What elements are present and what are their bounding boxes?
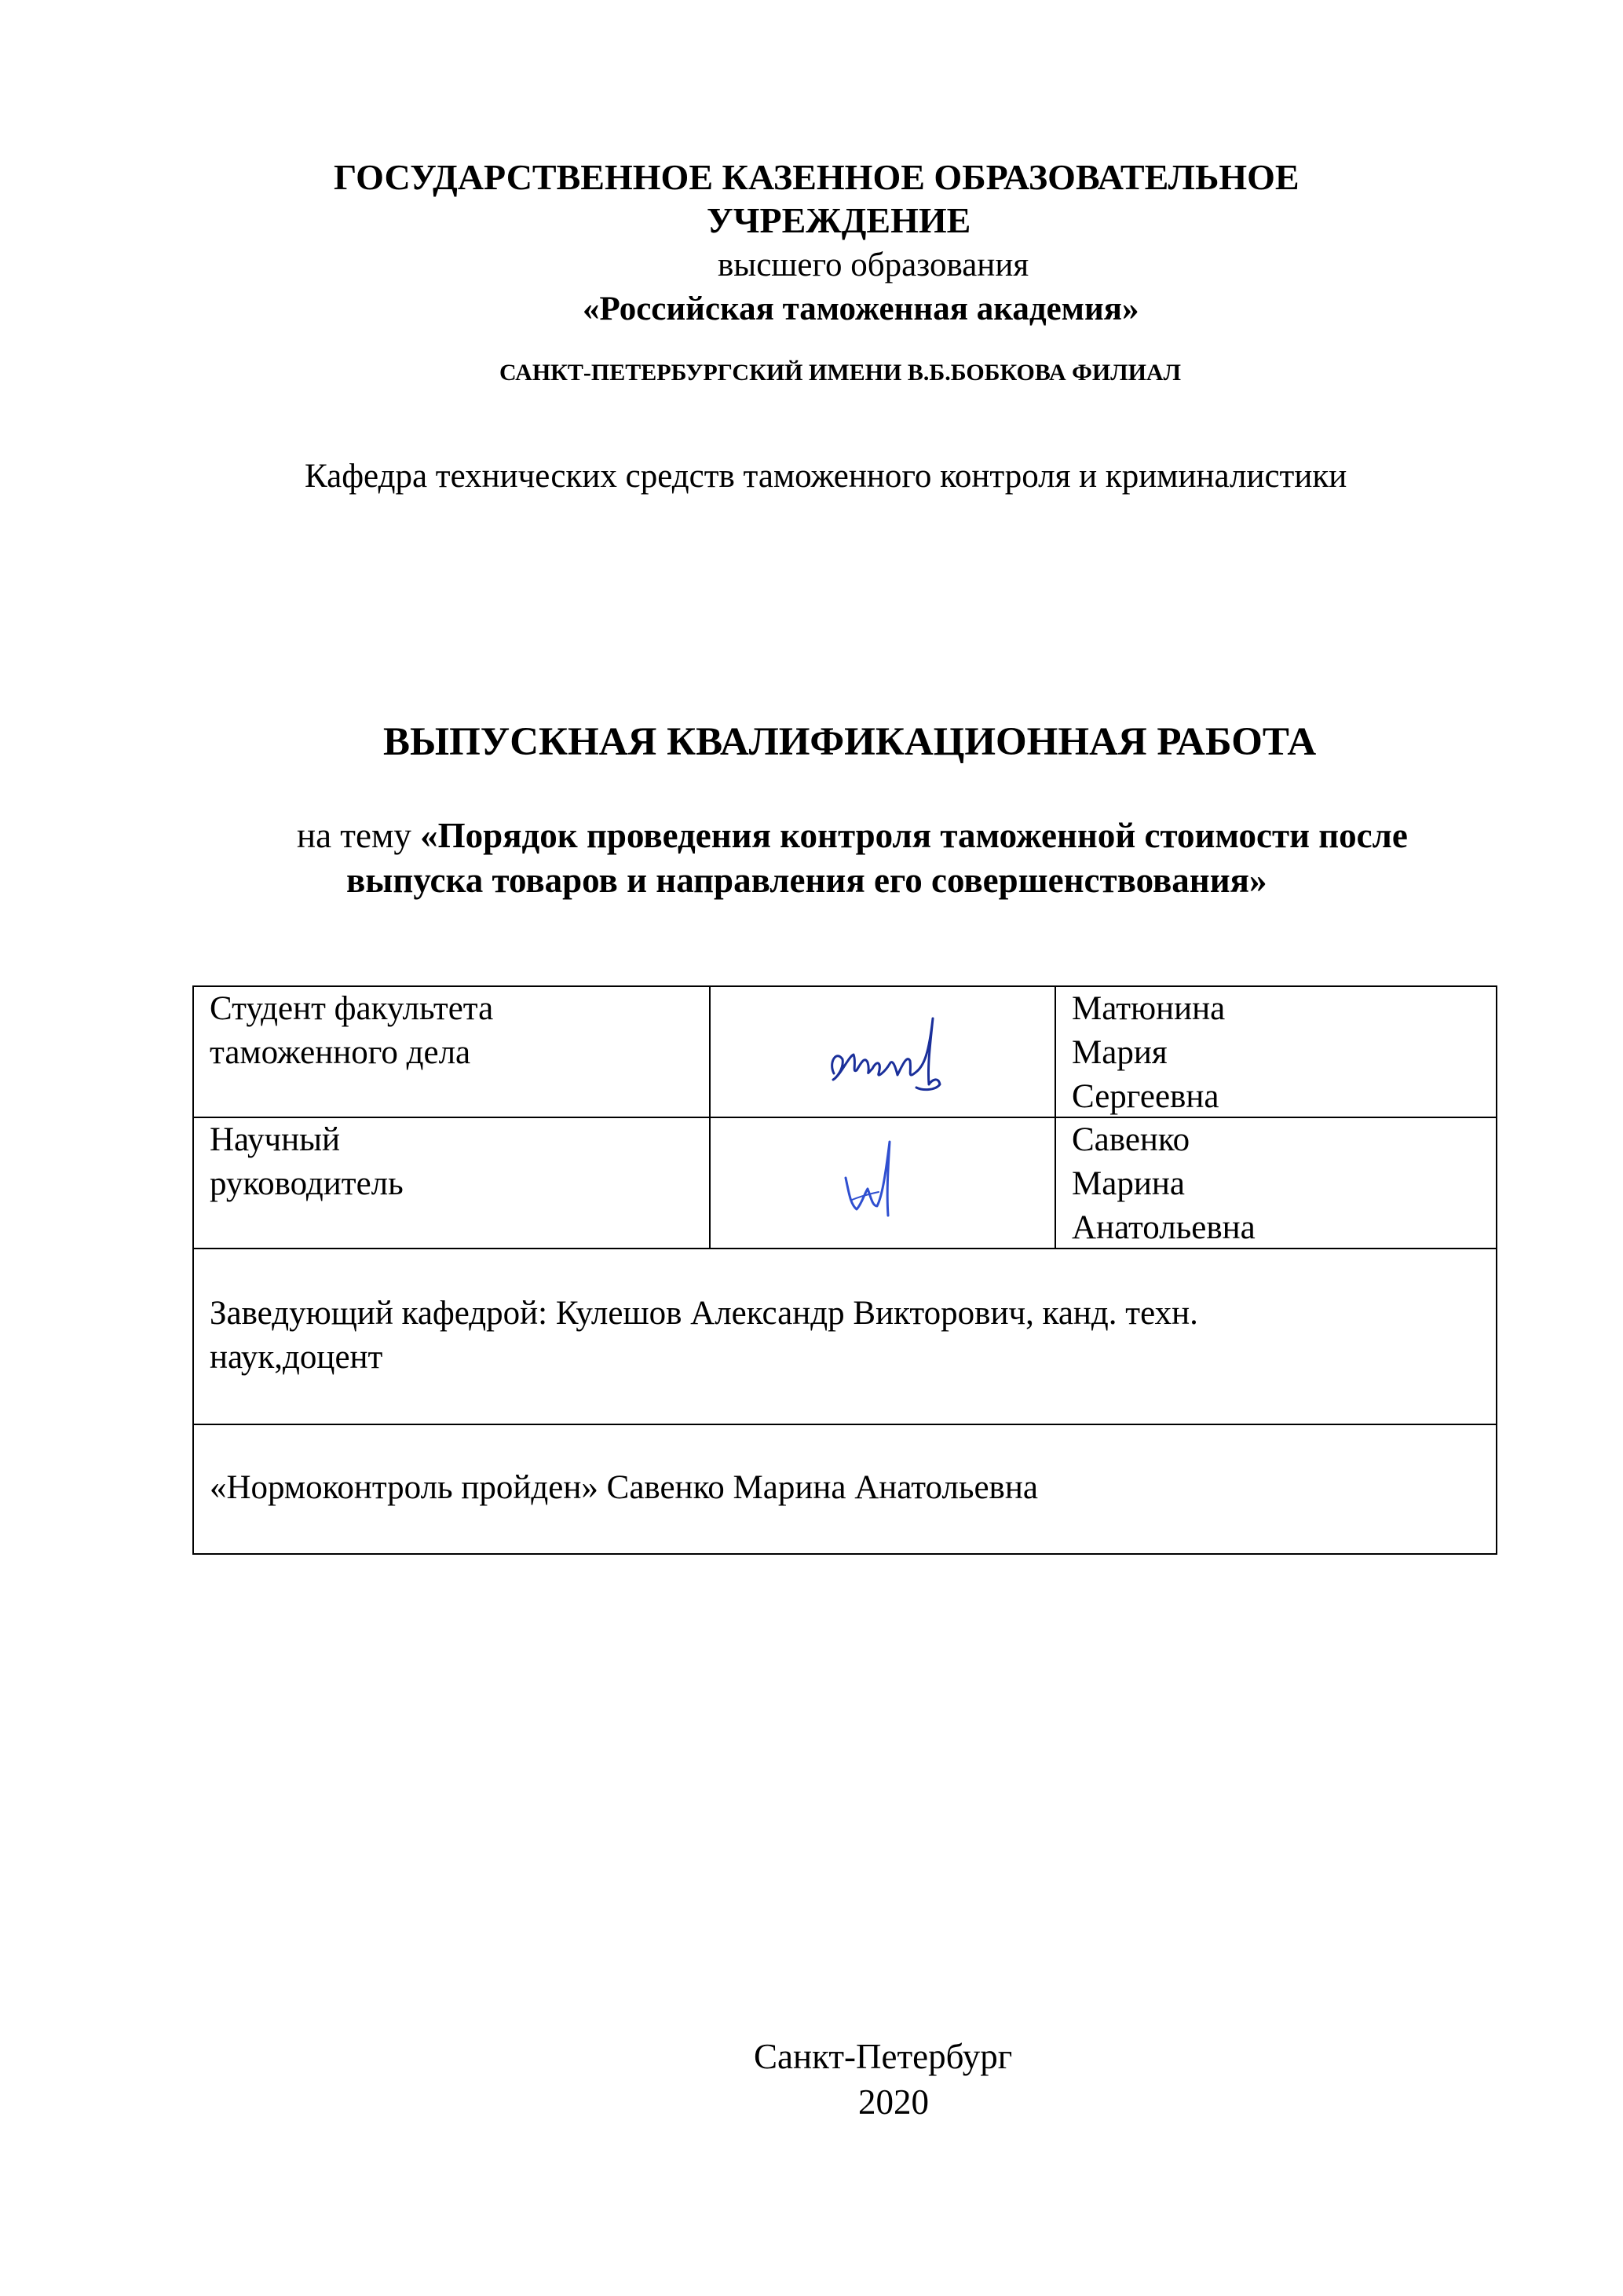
supervisor-signature bbox=[711, 1118, 1058, 1251]
student-role: Студент факультета таможенного дела bbox=[210, 990, 494, 1071]
institution-name: «Российская таможенная академия» bbox=[583, 291, 1139, 327]
institution-line-3: высшего образования bbox=[718, 247, 1029, 283]
topic-prefix: на тему bbox=[297, 816, 411, 855]
head-of-department-cell bbox=[192, 1248, 1497, 1425]
supervisor-name: Савенко Марина Анатольевна bbox=[1072, 1121, 1256, 1246]
topic-line-1 bbox=[297, 818, 1408, 854]
department-name: Кафедра технических средств таможенного контроля и криминалистики bbox=[305, 458, 1347, 495]
normocontrol: «Нормоконтроль пройден» Савенко Марина Анатольевна bbox=[210, 1469, 1038, 1506]
work-type-title: ВЫПУСКНАЯ КВАЛИФИКАЦИОННАЯ РАБОТА bbox=[383, 720, 1317, 764]
normocontrol-cell bbox=[192, 1424, 1497, 1555]
supervisor-name-cell bbox=[1055, 1117, 1497, 1249]
student-role-cell bbox=[192, 985, 711, 1118]
topic-title-part-1: «Порядок проведения контроля таможенной стоимости после bbox=[420, 816, 1408, 855]
supervisor-role: Научный руководитель bbox=[210, 1121, 404, 1202]
supervisor-role-cell bbox=[192, 1117, 711, 1249]
head-of-department: Заведующий кафедрой: Кулешов Александр Викторович, канд. техн. наук,доцент bbox=[210, 1295, 1198, 1376]
year: 2020 bbox=[858, 2082, 929, 2122]
topic-line-2: выпуска товаров и направления его совершенствования» bbox=[346, 861, 1267, 900]
student-signature bbox=[711, 987, 1058, 1120]
student-name: Матюнина Мария Сергеевна bbox=[1072, 990, 1226, 1115]
institution-line-1: ГОСУДАРСТВЕННОЕ КАЗЕННОЕ ОБРАЗОВАТЕЛЬНОЕ bbox=[334, 157, 1299, 197]
branch-name: САНКТ-ПЕТЕРБУРГСКИЙ ИМЕНИ В.Б.БОБКОВА ФИЛИАЛ bbox=[499, 360, 1181, 386]
student-name-cell bbox=[1055, 985, 1497, 1118]
signature-table bbox=[192, 985, 1497, 1553]
supervisor-signature-cell bbox=[709, 1117, 1056, 1249]
student-signature-cell bbox=[709, 985, 1056, 1118]
city: Санкт-Петербург bbox=[754, 2037, 1013, 2076]
institution-line-2: УЧРЕЖДЕНИЕ bbox=[707, 200, 971, 240]
